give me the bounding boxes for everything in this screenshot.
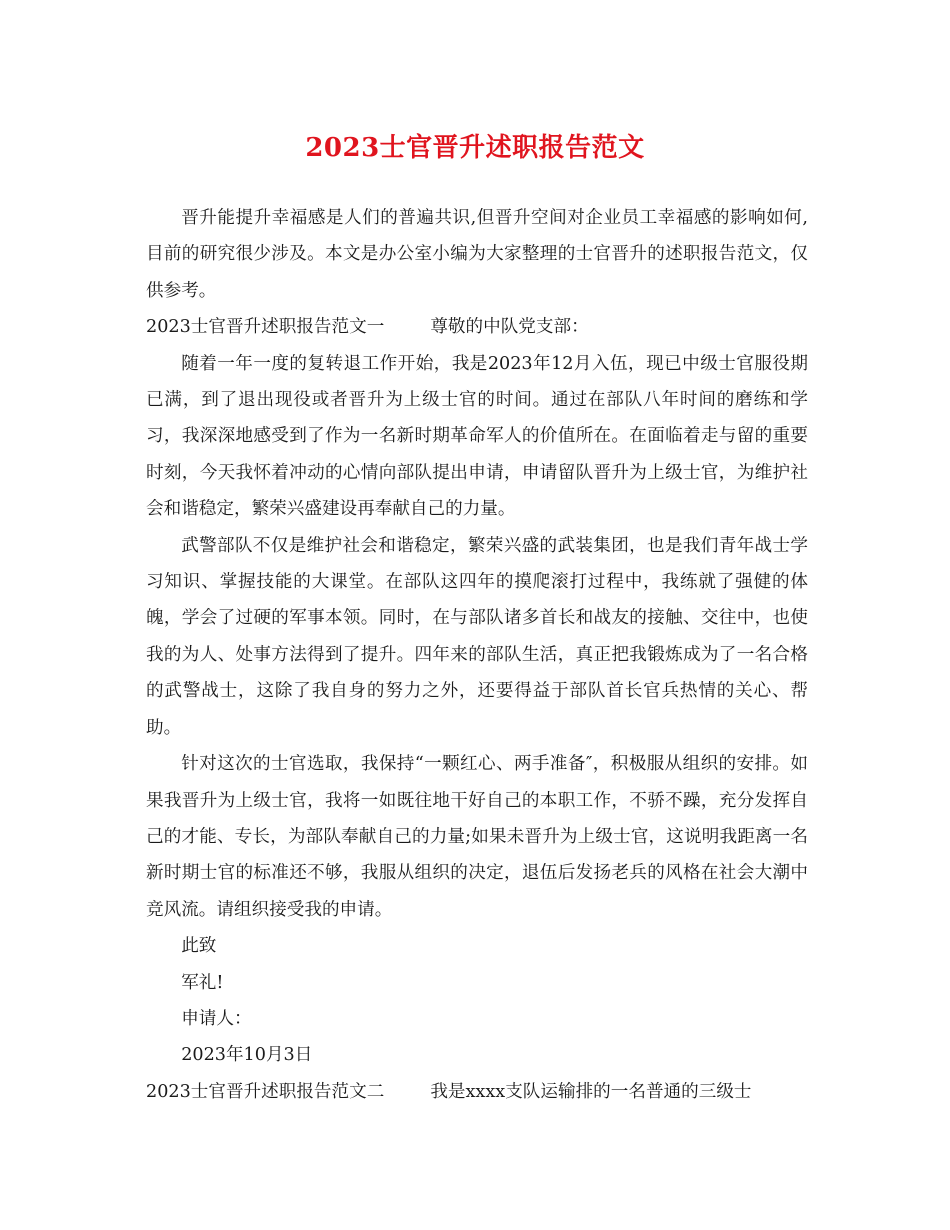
section-two-heading: 2023士官晋升述职报告范文二 xyxy=(146,1081,385,1102)
body-paragraph-2: 武警部队不仅是维护社会和谐稳定，繁荣兴盛的武装集团，也是我们青年战士学习知识、掌握技能的大课堂。在部队这四年的摸爬滚打过程中，我练就了强健的体魄，学会了过硬的军事本领。同时，在与部队诸多首长和战友的接触、交往中，也使我的为人、处事方法得到了提升。四年来的部队生活，真正把我锻炼成为了一名合格的武警战士，这除了我自身的努力之外，还要得益于部队首长官兵热情的关心、帮助。 xyxy=(146,535,808,738)
document-body xyxy=(146,200,808,1110)
section-two-heading-line xyxy=(146,1074,808,1110)
section-one-heading-line xyxy=(146,309,808,345)
closing-line-2: 军礼! xyxy=(181,972,224,993)
document-title: 2023士官晋升述职报告范文 xyxy=(305,133,645,163)
closing-line-1: 此致 xyxy=(181,936,217,957)
section-one-heading: 2023士官晋升述职报告范文一 xyxy=(146,317,385,338)
applicant-line: 申请人： xyxy=(181,1008,252,1029)
section-two-lead: 我是xxxx支队运输排的一名普通的三级士 xyxy=(430,1081,752,1102)
date-line: 2023年10月3日 xyxy=(181,1045,313,1066)
salutation: 尊敬的中队党支部： xyxy=(430,317,589,338)
body-paragraph-1: 随着一年一度的复转退工作开始，我是2023年12月入伍，现已中级士官服役期已满，到了退出现役或者晋升为上级士官的时间。通过在部队八年时间的磨练和学习，我深深地感受到了作为一名新时期革命军人的价值所在。在面临着走与留的重要时刻，今天我怀着冲动的心情向部队提出申请，申请留队晋升为上级士官，为维护社会和谐稳定，繁荣兴盛建设再奉献自己的力量。 xyxy=(146,353,808,520)
intro-paragraph: 晋升能提升幸福感是人们的普遍共识,但晋升空间对企业员工幸福感的影响如何,目前的研究很少涉及。本文是办公室小编为大家整理的士官晋升的述职报告范文，仅供参考。 xyxy=(146,208,808,301)
body-paragraph-3: 针对这次的士官选取，我保持“一颗红心、两手准备″，积极服从组织的安排。如果我晋升为上级士官，我将一如既往地干好自己的本职工作，不骄不躁，充分发挥自己的才能、专长，为部队奉献自己的力量;如果未晋升为上级士官，这说明我距离一名新时期士官的标准还不够，我服从组织的决定，退伍后发扬老兵的风格在社会大潮中竞风流。请组织接受我的申请。 xyxy=(146,754,808,920)
